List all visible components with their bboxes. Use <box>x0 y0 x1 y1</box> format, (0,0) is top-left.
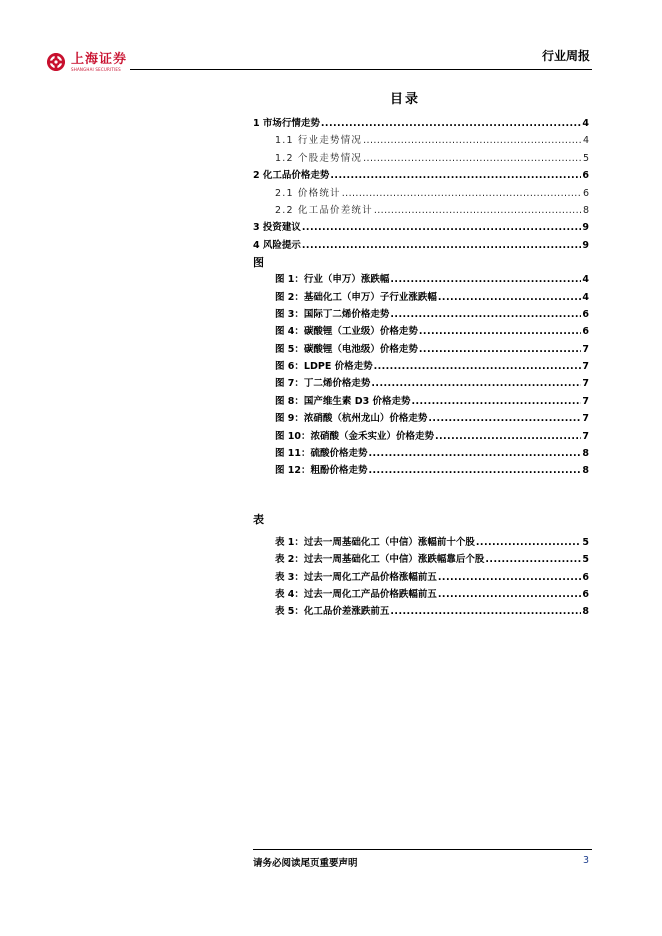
figure-entry-1[interactable] <box>253 271 589 288</box>
figure-entry-9[interactable] <box>253 410 589 427</box>
figure-entry-label: 图 3：国际丁二烯价格走势 <box>275 308 390 320</box>
table-entry-page: 5 <box>582 554 589 566</box>
figures-heading: 图 <box>253 256 264 270</box>
dot-leader <box>419 326 581 337</box>
toc-entry-page: 4 <box>582 135 589 147</box>
figure-entry-label: 图 8：国产维生素 D3 价格走势 <box>275 395 411 407</box>
toc-entry-label: 1 市场行情走势 <box>253 118 320 129</box>
dot-leader <box>390 606 581 617</box>
table-entry-label: 表 5：化工品价差涨跌前五 <box>275 606 390 618</box>
figure-entry-page: 8 <box>582 448 589 460</box>
figure-entry-label: 图 5：碳酸锂（电池级）价格走势 <box>275 343 418 355</box>
toc-entry-chemical-prices[interactable] <box>253 167 589 184</box>
figure-entry-8[interactable] <box>253 393 589 410</box>
figure-entry-7[interactable] <box>253 375 589 392</box>
logo-chinese-name: 上海证券 <box>71 51 128 67</box>
figure-entry-4[interactable] <box>253 323 589 340</box>
figure-entry-label: 图 6：LDPE 价格走势 <box>275 361 373 373</box>
table-entry-3[interactable] <box>253 569 589 586</box>
dot-leader <box>342 188 582 199</box>
toc-entry-page: 9 <box>582 239 589 251</box>
footer-disclaimer: 请务必阅读尾页重要声明 <box>253 858 358 869</box>
dot-leader <box>330 170 581 181</box>
dot-leader <box>485 554 581 565</box>
table-of-contents <box>253 115 589 621</box>
figure-entry-label: 图 9：浓硝酸（杭州龙山）价格走势 <box>275 413 428 425</box>
dot-leader <box>302 240 581 251</box>
header-divider <box>130 69 592 70</box>
toc-entry-page: 6 <box>582 170 589 182</box>
tables-heading: 表 <box>253 512 264 526</box>
table-entry-1[interactable] <box>253 534 589 551</box>
dot-leader <box>419 344 581 355</box>
toc-entry-label: 2.2 化工品价差统计 <box>275 204 373 216</box>
toc-entry-risk-warning[interactable] <box>253 237 589 254</box>
toc-entry-spread-statistics[interactable] <box>253 202 589 219</box>
figure-entry-6[interactable] <box>253 358 589 375</box>
table-entry-label: 表 2：过去一周基础化工（中信）涨跌幅靠后个股 <box>275 554 485 566</box>
table-entry-label: 表 4：过去一周化工产品价格跌幅前五 <box>275 588 437 600</box>
dot-leader <box>363 153 582 164</box>
dot-leader <box>390 274 581 285</box>
figure-entry-page: 4 <box>582 274 589 286</box>
figure-entry-label: 图 12：粗酚价格走势 <box>275 465 368 477</box>
toc-entry-price-statistics[interactable] <box>253 185 589 202</box>
dot-leader <box>369 465 582 476</box>
section-spacer <box>253 480 589 511</box>
toc-entry-label: 2 化工品价格走势 <box>253 170 330 182</box>
table-entry-2[interactable] <box>253 551 589 568</box>
toc-entry-page: 8 <box>582 204 589 216</box>
figure-entry-page: 7 <box>582 413 589 425</box>
dot-leader <box>363 135 582 146</box>
dot-leader <box>412 396 582 407</box>
figure-entry-page: 7 <box>582 343 589 355</box>
table-entry-4[interactable] <box>253 586 589 603</box>
table-entry-page: 8 <box>582 606 589 618</box>
figure-entry-label: 图 2：基础化工（申万）子行业涨跌幅 <box>275 291 437 303</box>
footer-divider <box>253 849 592 850</box>
dot-leader <box>438 572 581 583</box>
shanghai-securities-logo-icon <box>46 52 66 72</box>
figure-entry-page: 7 <box>582 430 589 442</box>
figure-entry-12[interactable] <box>253 462 589 479</box>
toc-entry-investment-advice[interactable] <box>253 219 589 236</box>
toc-entry-label: 1.1 行业走势情况 <box>275 135 363 147</box>
toc-entry-label: 2.1 价格统计 <box>275 187 341 199</box>
figure-entry-page: 7 <box>582 361 589 373</box>
table-entry-label: 表 1：过去一周基础化工（中信）涨幅前十个股 <box>275 536 475 548</box>
document-type-label: 行业周报 <box>541 49 590 63</box>
figure-entry-page: 4 <box>582 291 589 303</box>
dot-leader <box>321 118 581 129</box>
table-entry-page: 6 <box>582 588 589 600</box>
dot-leader <box>438 589 581 600</box>
dot-leader <box>438 292 581 303</box>
figure-entry-page: 7 <box>582 395 589 407</box>
toc-entry-stock-trend[interactable] <box>253 150 589 167</box>
dot-leader <box>435 431 581 442</box>
figure-entry-2[interactable] <box>253 289 589 306</box>
footer-page-number: 3 <box>582 855 589 866</box>
figure-entry-page: 7 <box>582 378 589 390</box>
toc-entry-page: 6 <box>582 187 589 199</box>
dot-leader <box>371 378 581 389</box>
figure-entry-page: 8 <box>582 465 589 477</box>
figure-entry-label: 图 11：硫酸价格走势 <box>275 448 368 460</box>
dot-leader <box>374 205 582 216</box>
table-entry-label: 表 3：过去一周化工产品价格涨幅前五 <box>275 571 437 583</box>
figure-entry-label: 图 1：行业（申万）涨跌幅 <box>275 274 390 286</box>
figure-entry-page: 6 <box>582 326 589 338</box>
toc-entry-page: 5 <box>582 152 589 164</box>
figure-entry-label: 图 4：碳酸锂（工业级）价格走势 <box>275 326 418 338</box>
table-entry-page: 6 <box>582 571 589 583</box>
dot-leader <box>302 222 581 233</box>
toc-entry-industry-trend[interactable] <box>253 132 589 149</box>
figure-entry-label: 图 10：浓硝酸（金禾实业）价格走势 <box>275 430 435 442</box>
logo-english-name: SHANGHAI SECURITIES <box>71 66 121 72</box>
toc-title: 目录 <box>390 92 421 107</box>
toc-entry-label: 4 风险提示 <box>253 239 301 251</box>
dot-leader <box>428 413 581 424</box>
toc-entry-page: 4 <box>582 118 589 129</box>
company-logo <box>46 52 127 72</box>
figure-entry-10[interactable] <box>253 428 589 445</box>
dot-leader <box>390 309 581 320</box>
dot-leader <box>374 361 582 372</box>
figure-entry-label: 图 7：丁二烯价格走势 <box>275 378 371 390</box>
toc-entry-page: 9 <box>582 222 589 234</box>
dot-leader <box>369 448 582 459</box>
figure-entry-11[interactable] <box>253 445 589 462</box>
toc-entry-label: 1.2 个股走势情况 <box>275 152 363 164</box>
table-entry-page: 5 <box>582 536 589 548</box>
toc-entry-label: 3 投资建议 <box>253 222 301 234</box>
toc-entry-market-trend[interactable] <box>253 115 589 132</box>
figure-entry-3[interactable] <box>253 306 589 323</box>
dot-leader <box>476 537 581 548</box>
figure-entry-page: 6 <box>582 308 589 320</box>
figure-entry-5[interactable] <box>253 341 589 358</box>
table-entry-5[interactable] <box>253 603 589 620</box>
